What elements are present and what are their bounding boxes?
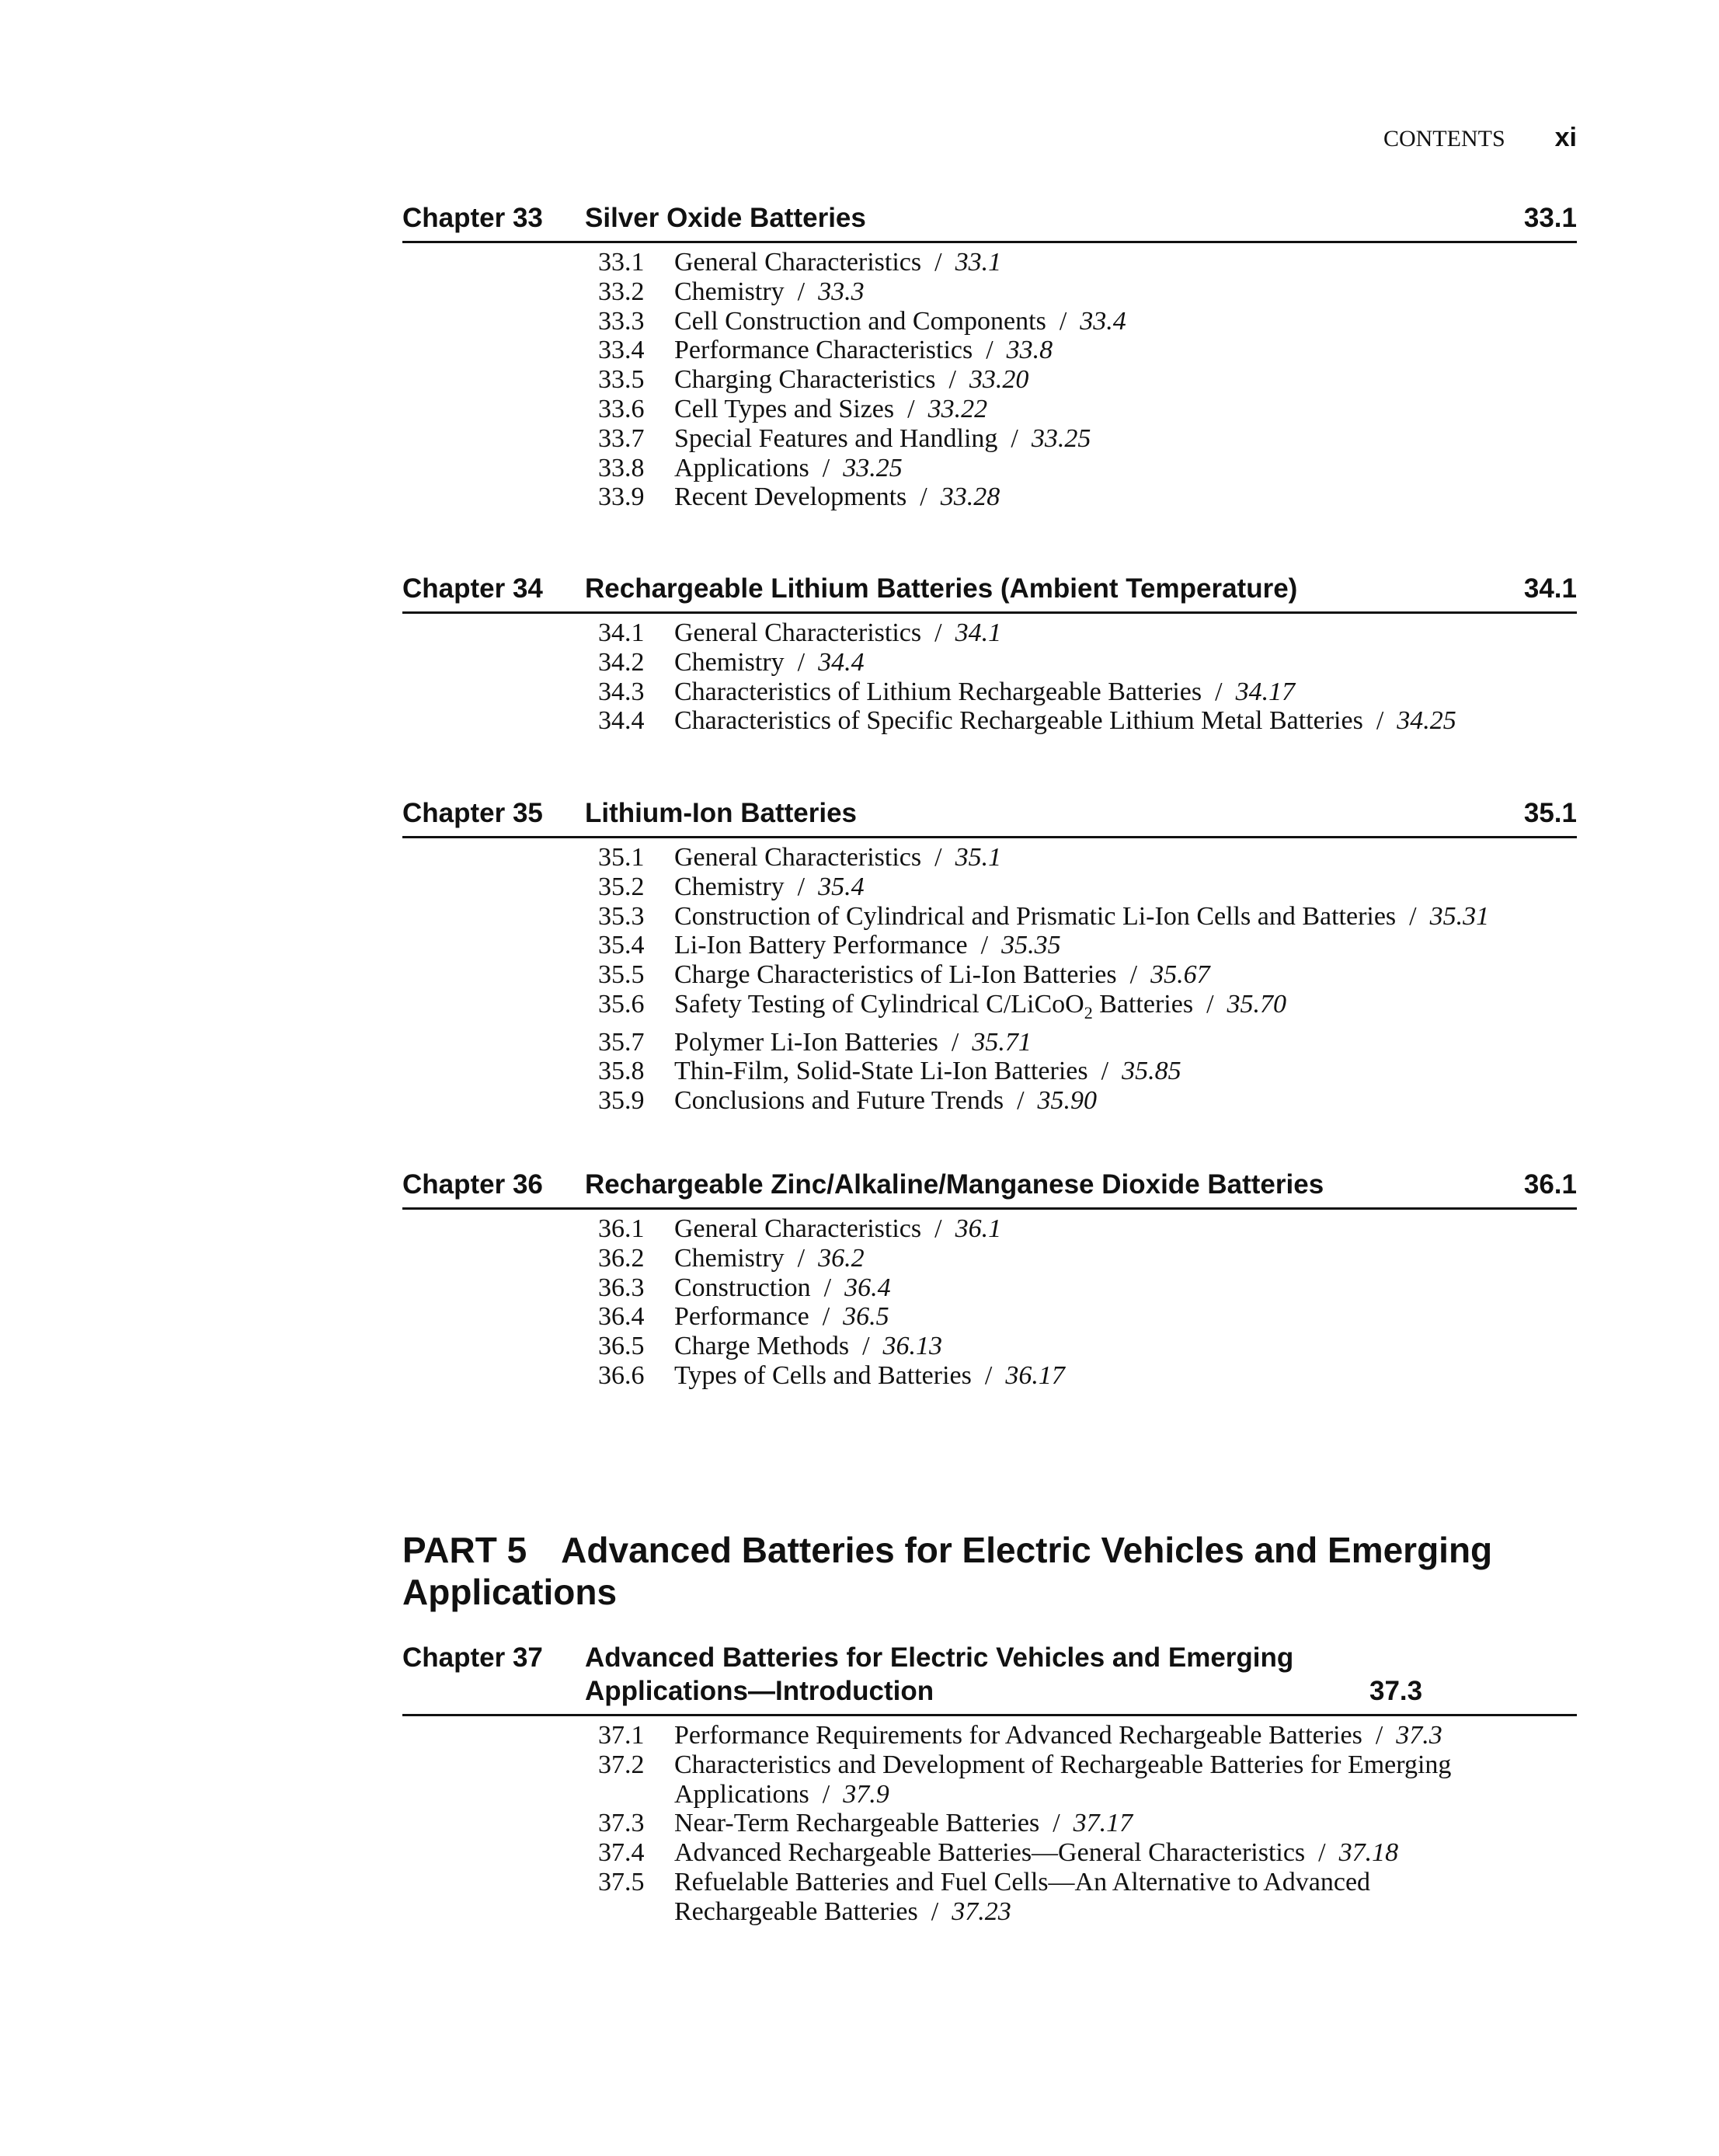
section-number: 34.3 [598,677,645,706]
chapter-heading [402,572,1577,614]
chapter-page: 35.1 [1523,798,1577,828]
section-page: 35.85 [1122,1057,1181,1086]
toc-entry[interactable]: 35.4 Li-Ion Battery Performance / 35.35 [598,931,1061,960]
section-list [402,243,1577,512]
chapter-heading [402,796,1577,838]
section-number: 36.4 [598,1302,645,1332]
section-title: Cell Types and Sizes [674,394,895,423]
section-number: 33.3 [598,306,645,336]
section-number: 33.6 [598,394,645,423]
section-page: 37.23 [952,1897,1011,1926]
section-page: 36.17 [1005,1360,1065,1390]
section-number: 33.8 [598,453,645,482]
section-title: Chemistry [674,277,785,306]
section-number: 34.4 [598,706,645,736]
section-title: Safety Testing of Cylindrical C/LiCoO [674,989,1084,1019]
chapter-label: Chapter 36 [402,1169,543,1200]
section-title: Thin-Film, Solid-State Li-Ion Batteries [674,1057,1088,1086]
part-label: PART 5 [402,1530,527,1570]
running-header-section: CONTENTS [1383,126,1505,152]
section-title: General Characteristics [674,843,922,872]
toc-entry[interactable]: 36.4 Performance / 36.5 [598,1302,889,1332]
toc-entry[interactable]: 34.3 Characteristics of Lithium Rechargeable Batteries / 34.17 [598,677,1296,706]
section-title: Performance Characteristics [674,336,973,365]
section-number: 37.2 [598,1750,645,1779]
section-number: 35.8 [598,1057,645,1086]
section-number: 33.7 [598,423,645,453]
chapter-block [402,572,1577,736]
toc-entry[interactable]: 35.1 General Characteristics / 35.1 [598,843,1002,872]
section-list [402,1716,1577,1927]
section-title: General Characteristics [674,1214,922,1243]
toc-entry[interactable]: 33.8 Applications / 33.25 [598,453,903,482]
section-title: Polymer Li-Ion Batteries [674,1027,938,1057]
section-number: 35.4 [598,931,645,960]
section-list [402,614,1577,736]
toc-entry[interactable]: 35.8 Thin-Film, Solid-State Li-Ion Batteries / 35.85 [598,1057,1181,1086]
chapter-heading [402,1641,1577,1716]
section-page: 35.31 [1429,901,1490,931]
chapter-page: 37.3 [1369,1676,1423,1706]
section-number: 36.2 [598,1243,645,1273]
section-title: Applications [674,453,809,482]
section-number: 36.6 [598,1360,645,1390]
section-title: Refuelable Batteries and Fuel Cells—An Alternative to Advanced Rechargeable Batteries [674,1867,1371,1926]
section-number: 37.3 [598,1809,645,1838]
section-page: 36.13 [882,1332,943,1361]
section-page: 34.17 [1235,677,1296,706]
section-page: 33.4 [1080,306,1126,336]
toc-entry[interactable]: 34.2 Chemistry / 34.4 [598,647,865,677]
chapter-page: 36.1 [1523,1169,1577,1200]
section-title: Characteristics and Development of Rechargeable Batteries for Emerging Applications [674,1750,1452,1809]
chapter-block [402,1168,1577,1391]
section-page: 35.4 [818,872,865,901]
section-page: 35.67 [1150,960,1210,990]
section-page: 34.1 [955,618,1002,647]
section-number: 35.1 [598,843,645,872]
section-page: 33.25 [843,453,903,482]
section-title: Construction of Cylindrical and Prismatic Li-Ion Cells and Batteries [674,901,1397,931]
section-number: 33.4 [598,336,645,365]
chapter-label: Chapter 35 [402,798,543,828]
toc-entry[interactable]: 33.5 Charging Characteristics / 33.20 [598,365,1029,395]
chapter-title: Silver Oxide Batteries [585,203,866,233]
toc-entry[interactable]: 33.6 Cell Types and Sizes / 33.22 [598,394,988,423]
section-list [402,1210,1577,1391]
toc-entry[interactable]: 37.3 Near-Term Rechargeable Batteries / 37.17 [598,1809,1133,1838]
section-page: 34.25 [1397,706,1456,736]
section-number: 35.2 [598,872,645,901]
section-title: Chemistry [674,647,785,677]
section-page: 33.28 [940,482,1000,512]
part-heading [402,1529,1577,1613]
section-page: 35.35 [1001,931,1061,960]
section-title: Performance Requirements for Advanced Rechargeable Batteries [674,1721,1362,1750]
chapter-title: Rechargeable Zinc/Alkaline/Manganese Dioxide Batteries [585,1169,1324,1200]
toc-entry[interactable]: 37.1 Performance Requirements for Advanced Rechargeable Batteries / 37.3 [598,1721,1442,1750]
section-title: Chemistry [674,872,785,901]
section-page: 33.25 [1031,423,1091,453]
section-page: 35.90 [1037,1086,1098,1116]
section-number: 37.5 [598,1867,645,1897]
toc-entry[interactable]: 35.3 Construction of Cylindrical and Prismatic Li-Ion Cells and Batteries / 35.31 [598,901,1490,931]
toc-entry[interactable]: 36.6 Types of Cells and Batteries / 36.17 [598,1360,1065,1390]
section-page: 37.17 [1073,1809,1133,1838]
section-number: 33.1 [598,248,645,277]
toc-entry[interactable]: 37.2 Characteristics and Development of Rechargeable Batteries for Emerging Applications / 37.9 [598,1750,1452,1809]
section-page: 33.1 [955,248,1002,277]
section-number: 37.1 [598,1721,645,1750]
running-header [1383,123,1577,153]
section-number: 33.5 [598,365,645,395]
section-number: 33.2 [598,277,645,306]
section-number: 36.1 [598,1214,645,1243]
toc-entry[interactable]: 36.5 Charge Methods / 36.13 [598,1332,943,1361]
section-page: 36.1 [955,1214,1002,1243]
toc-entry[interactable]: 35.7 Polymer Li-Ion Batteries / 35.71 [598,1027,1032,1057]
section-title: Special Features and Handling [674,423,998,453]
chapter-title: Lithium-Ion Batteries [585,798,858,828]
toc-entry[interactable]: 33.1 General Characteristics / 33.1 [598,248,1002,277]
chapter-block [402,201,1577,512]
section-number: 35.9 [598,1086,645,1116]
section-page: 33.22 [927,394,988,423]
section-number: 35.5 [598,960,645,990]
toc-entry[interactable]: 33.9 Recent Developments / 33.28 [598,482,1000,512]
section-number: 35.3 [598,901,645,931]
section-title: Chemistry [674,1243,785,1273]
chapter-label: Chapter 37 [402,1642,543,1673]
section-number: 35.6 [598,989,645,1019]
section-title: Charge Methods [674,1332,850,1361]
section-title: Characteristics of Specific Rechargeable Lithium Metal Batteries [674,706,1363,736]
section-page: 36.5 [843,1302,889,1332]
toc-entry[interactable]: 35.2 Chemistry / 35.4 [598,872,865,901]
chapter-heading [402,201,1577,243]
chapter-page: 33.1 [1523,203,1577,233]
section-page: 33.3 [818,277,865,306]
section-number: 34.1 [598,618,645,647]
toc-entry[interactable]: 37.4 Advanced Rechargeable Batteries—General Characteristics / 37.18 [598,1838,1399,1868]
toc-entry[interactable]: 35.6 Safety Testing of Cylindrical C/LiCoO$_2$ Batteries / 35.70 [598,990,1577,1028]
section-number: 36.5 [598,1332,645,1361]
chapter-title: Advanced Batteries for Electric Vehicles and Emerging Applications—Introduction [585,1642,1294,1706]
toc-entry[interactable]: 33.4 Performance Characteristics / 33.8 [598,336,1053,365]
chapter-label: Chapter 34 [402,573,543,604]
toc-entry[interactable]: 36.3 Construction / 36.4 [598,1273,891,1302]
part-title: Advanced Batteries for Electric Vehicles and Emerging Applications [402,1530,1493,1612]
section-page: 34.4 [818,647,865,677]
page-number: xi [1554,123,1577,152]
section-list [402,838,1577,1116]
section-page: 35.71 [972,1027,1032,1057]
toc-entry[interactable]: 35.5 Charge Characteristics of Li-Ion Batteries / 35.67 [598,960,1210,990]
chapter-title: Rechargeable Lithium Batteries (Ambient Temperature) [585,573,1298,604]
section-title: Cell Construction and Components [674,306,1046,336]
section-title: Near-Term Rechargeable Batteries [674,1809,1040,1838]
section-page: 33.8 [1006,336,1053,365]
section-page: 35.70 [1227,989,1287,1019]
toc-entry[interactable]: 36.1 General Characteristics / 36.1 [598,1214,1002,1243]
section-page: 33.20 [969,365,1029,395]
toc-entry[interactable]: 33.3 Cell Construction and Components / 33.4 [598,306,1126,336]
section-title: Conclusions and Future Trends [674,1086,1004,1116]
section-number: 35.7 [598,1027,645,1057]
toc-entry[interactable]: 34.4 Characteristics of Specific Rechargeable Lithium Metal Batteries / 34.25 [598,706,1456,736]
section-page: 37.3 [1396,1721,1442,1750]
section-page: 36.4 [844,1273,891,1302]
section-title: Types of Cells and Batteries [674,1360,972,1390]
section-title: Li-Ion Battery Performance [674,931,968,960]
section-title: Recent Developments [674,482,907,512]
toc-entry[interactable]: 35.9 Conclusions and Future Trends / 35.90 [598,1086,1098,1116]
chapter-block [402,1641,1577,1927]
section-number: 34.2 [598,647,645,677]
section-number: 36.3 [598,1273,645,1302]
section-number: 37.4 [598,1838,645,1868]
section-page: 36.2 [818,1243,865,1273]
toc-entry[interactable]: 34.1 General Characteristics / 34.1 [598,618,1002,647]
subscript: 2 [1084,1002,1093,1022]
section-title: General Characteristics [674,248,922,277]
section-number: 33.9 [598,482,645,512]
section-title-cont: Batteries [1092,989,1194,1019]
chapter-label: Chapter 33 [402,203,543,233]
section-title: Characteristics of Lithium Rechargeable Batteries [674,677,1202,706]
section-title: General Characteristics [674,618,922,647]
chapter-page: 34.1 [1523,573,1577,604]
toc-entry[interactable]: 33.2 Chemistry / 33.3 [598,277,865,306]
section-page: 37.9 [843,1779,889,1809]
section-page: 35.1 [955,843,1002,872]
section-title: Charge Characteristics of Li-Ion Batteries [674,960,1117,990]
chapter-heading [402,1168,1577,1210]
toc-entry[interactable]: 33.7 Special Features and Handling / 33.25 [598,423,1091,453]
section-title: Construction [674,1273,811,1302]
section-page: 37.18 [1338,1838,1399,1868]
section-title: Charging Characteristics [674,365,936,395]
chapter-block [402,796,1577,1116]
section-title: Performance [674,1302,809,1332]
section-title: Advanced Rechargeable Batteries—General Characteristics [674,1838,1306,1868]
toc-entry[interactable]: 37.5 Refuelable Batteries and Fuel Cells—An Alternative to Advanced Rechargeable Batteries / 37.23 [598,1867,1371,1926]
toc-entry[interactable]: 36.2 Chemistry / 36.2 [598,1243,865,1273]
